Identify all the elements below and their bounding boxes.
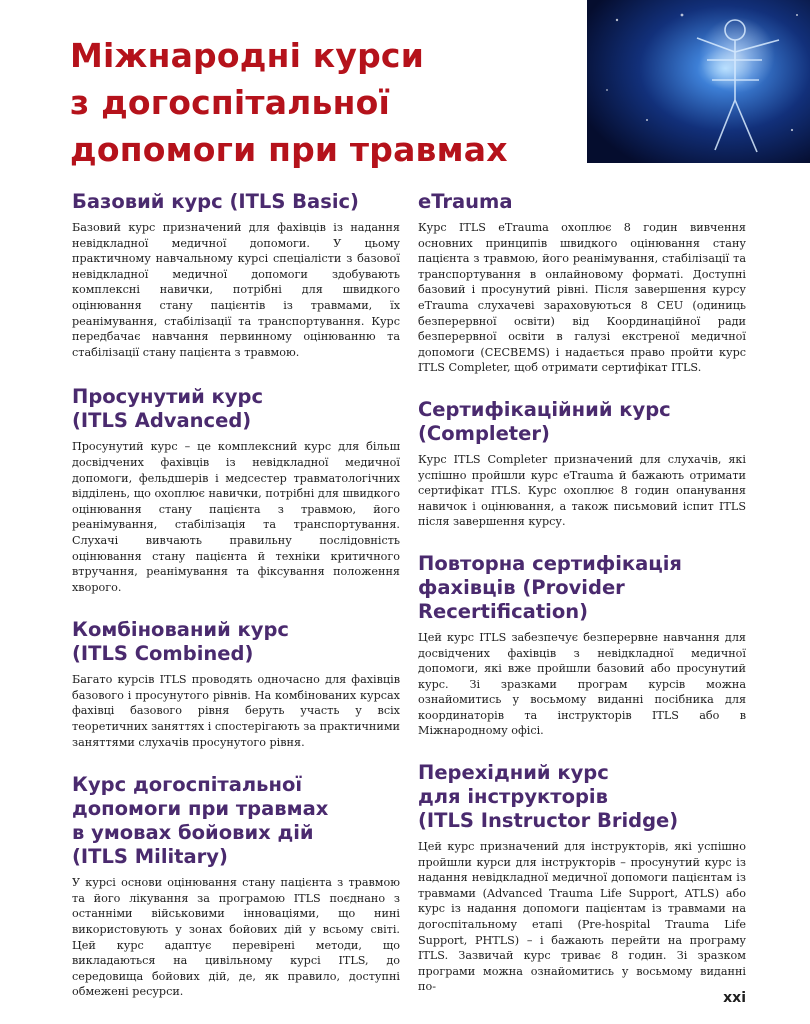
- section-heading-line: eTrauma: [418, 190, 513, 213]
- section-heading-line: Базовий курс (ITLS Basic): [72, 190, 359, 213]
- section-itls-military: [72, 773, 400, 1000]
- section-body: Просунутий курс – це комплексний курс для більш досвідчених фахівців із невідкладної медичної допомоги, фельдшерів і медсестер травматологічних відділень, що охоплює навички, потрібні для швидкого оцінювання стану пацієнта з травмою, його реанімування, стабілізація та транспортування. Слухачі вивчають правильну послідовність оцінювання стану пацієнта й техніки критичного втручання, реанімування та фіксування положення хворого.: [72, 440, 400, 594]
- right-column: [418, 190, 746, 995]
- section-etrauma: [418, 190, 746, 376]
- section-heading: [418, 190, 746, 214]
- section-body: Курс ITLS eTrauma охоплює 8 годин вивчення основних принципів швидкого оцінювання стану пацієнта з травмою, його реанімування, стабілізації та транспортування в онлайновому форматі. Доступні базовий і просунутий рівні. Після завершення курсу eTrauma слухачеві зараховуються 8 CEU (одиниць безперервної освіти) від Координаційної ради безперервної освіти в галузі екстреної медичної допомоги (CECBEMS) і надається право пройти курс ITLS Completer, щоб отримати сертифікат ITLS.: [418, 221, 746, 375]
- section-heading-line: (ITLS Instructor Bridge): [418, 809, 679, 833]
- section-heading-line: допомоги при травмах: [72, 797, 329, 821]
- section-heading-line: Курс догоспітальної: [72, 773, 303, 797]
- section-heading-line: (ITLS Combined): [72, 642, 254, 666]
- section-heading-line: Повторна сертифікація: [418, 551, 682, 575]
- section-heading-line: фахівців (Provider: [418, 575, 625, 599]
- section-heading-line: Просунутий курс: [72, 385, 264, 409]
- section-heading: [418, 761, 746, 833]
- section-heading: [72, 618, 400, 666]
- section-body: Цей курс призначений для інструкторів, які успішно пройшли курси для інструкторів – просунутий курс із надання невідкладної медичної допомоги пацієнтам із травмами (Advanced Trauma Life Support, ATLS) або курс із надання допомоги пацієнтам із травмами на догоспітальному етапі (Pre-hospital Trauma Life Support, PHTLS) – і бажають перейти на програму ITLS. Зазвичай курс триває 8 годин. Зі зразком програми можна ознайомитись у восьмому виданні по-: [418, 840, 746, 994]
- section-itls-basic: [72, 190, 400, 360]
- page-title-line: Міжнародні курси: [70, 36, 425, 75]
- section-itls-combined: [72, 618, 400, 750]
- section-heading: [72, 385, 400, 433]
- section-heading-line: Перехідний курс: [418, 761, 609, 785]
- section-heading-line: (ITLS Military): [72, 845, 228, 869]
- page-title-line: допомоги при травмах: [70, 130, 508, 169]
- section-instructor-bridge: [418, 761, 746, 995]
- section-heading: [72, 190, 400, 214]
- page-title: [70, 32, 570, 173]
- section-heading: [418, 398, 746, 446]
- section-itls-advanced: [72, 385, 400, 595]
- section-heading-line: Сертифікаційний курс: [418, 397, 671, 421]
- section-heading-line: Комбінований курс: [72, 618, 289, 642]
- section-body: Курс ITLS Completer призначений для слухачів, які успішно пройшли курс eTrauma й бажають отримати сертифікат ITLS. Курс охоплює 8 годин опанування навичок і оцінювання, а також письмовий іспит ITLS після завершення курсу.: [418, 452, 746, 529]
- section-heading: [72, 773, 400, 869]
- left-column: [72, 190, 400, 1000]
- section-heading-line: (ITLS Advanced): [72, 409, 252, 433]
- section-provider-recertification: [418, 552, 746, 739]
- footer-fragment: [240, 1014, 460, 1024]
- page-number: xxi: [723, 990, 746, 1006]
- section-heading-line: (Completer): [418, 421, 550, 445]
- section-body: Багато курсів ITLS проводять одночасно для фахівців базового і просунутого рівнів. На комбінованих курсах фахівці базового рівня беруть участь у всіх теоретичних заняттях і спостерігають за практичними заняттями слухачів просунутого рівня.: [72, 673, 400, 749]
- section-body: Цей курс ITLS забезпечує безперервне навчання для досвідчених фахівців з невідкладної медичної допомоги, які вже пройшли базовий або просунутий курс. Зі зразками програм курсів можна ознайомитись у восьмому виданні посібника для координаторів та інструкторів ITLS або в Міжнародному офісі.: [418, 630, 746, 738]
- section-body: У курсі основи оцінювання стану пацієнта з травмою та його лікування за програмою ITLS поєднано з останніми військовими інноваціями, що нині використовують у зонах бойових дій у всьому світі. Цей курс адаптує перевірені методи, що викладаються на цивільному курсі ITLS, до середовища бойових дій, де, як правило, доступні обмежені ресурси.: [72, 876, 400, 999]
- section-completer: [418, 398, 746, 530]
- section-heading-line: для інструкторів: [418, 785, 608, 809]
- section-heading-line: в умовах бойових дій: [72, 821, 314, 845]
- page-title-line: з догоспітальної: [70, 83, 390, 122]
- section-body: Базовий курс призначений для фахівців із надання невідкладної медичної допомоги. У цьому практичному навчальному курсі спеціалісти з базової невідкладної медичної допомоги здобувають комплексні навички, потрібні для швидкого оцінювання стану пацієнтів із травмами, їх реанімування, стабілізації та транспортування. Курс передбачає навчання первинному оцінюванню та стабілізації стану пацієнта з травмою.: [72, 221, 400, 359]
- medical-figure-image: [587, 0, 810, 163]
- section-heading: [418, 552, 746, 624]
- section-heading-line: Recertification): [418, 599, 589, 623]
